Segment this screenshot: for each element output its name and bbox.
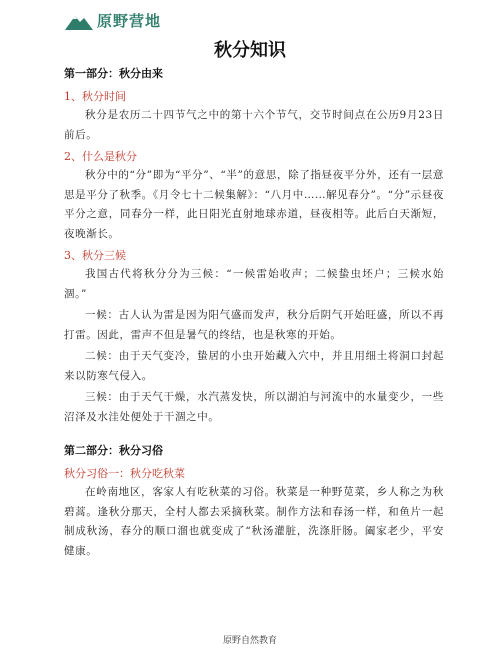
paragraph: 二候：由于天气变冷，蛰居的小虫开始藏入穴中，并且用细土将洞口封起来以防寒气侵入。	[64, 350, 444, 382]
part1-heading: 第一部分：秋分由来	[64, 67, 163, 80]
section-heading-three-phases: 3、秋分三候	[64, 249, 126, 262]
paragraph: 秋分是农历二十四节气之中的第十六个节气，交节时间点在公历9月23日前后。	[64, 109, 444, 141]
page-title: 秋分知识	[214, 40, 286, 61]
paragraph: 三候：由于天气干燥，水汽蒸发快，所以湖泊与河流中的水量变少，一些沼泽及水洼处便处于干涸之中。	[64, 391, 444, 423]
document-body	[64, 64, 444, 563]
paragraph: 秋分中的“分”即为“平分”、“半”的意思，除了指昼夜平分外，还有一层意思是平分了秋季。《月令七十二候集解》：“八月中……解见春分”。“分”示昼夜平分之意，同春分一样，此日阳光直射地球赤道，昼夜相等。此后白天渐短，夜晚渐长。	[64, 169, 444, 240]
footer-text: 原野自然教育	[222, 636, 277, 646]
mountain-logo-icon	[64, 11, 94, 31]
section-heading-what: 2、什么是秋分	[64, 150, 137, 163]
paragraph: 在岭南地区，客家人有吃秋菜的习俗。秋菜是一种野苋菜，乡人称之为秋碧蒿。逢秋分那天，全村人都去采摘秋菜。制作方法和春汤一样，和鱼片一起制成秋汤，春分的顺口溜也就变成了“秋汤灌脏，洗涤肝肠。阖家老少，平安健康。	[64, 486, 444, 557]
part2-heading: 第二部分：秋分习俗	[64, 444, 163, 457]
brand-name: 原野营地	[97, 12, 162, 30]
paragraph: 一候：古人认为雷是因为阳气盛而发声，秋分后阴气开始旺盛，所以不再打雷。因此，雷声不但是暑气的终结，也是秋寒的开始。	[64, 309, 444, 341]
section-heading-custom-1: 秋分习俗一：秋分吃秋菜	[64, 467, 185, 480]
brand-logo	[64, 10, 161, 31]
section-heading-time: 1、秋分时间	[64, 90, 126, 103]
paragraph: 我国古代将秋分分为三候：“一候雷始收声；二候蛰虫坯户；三候水始涸。”	[64, 268, 444, 300]
